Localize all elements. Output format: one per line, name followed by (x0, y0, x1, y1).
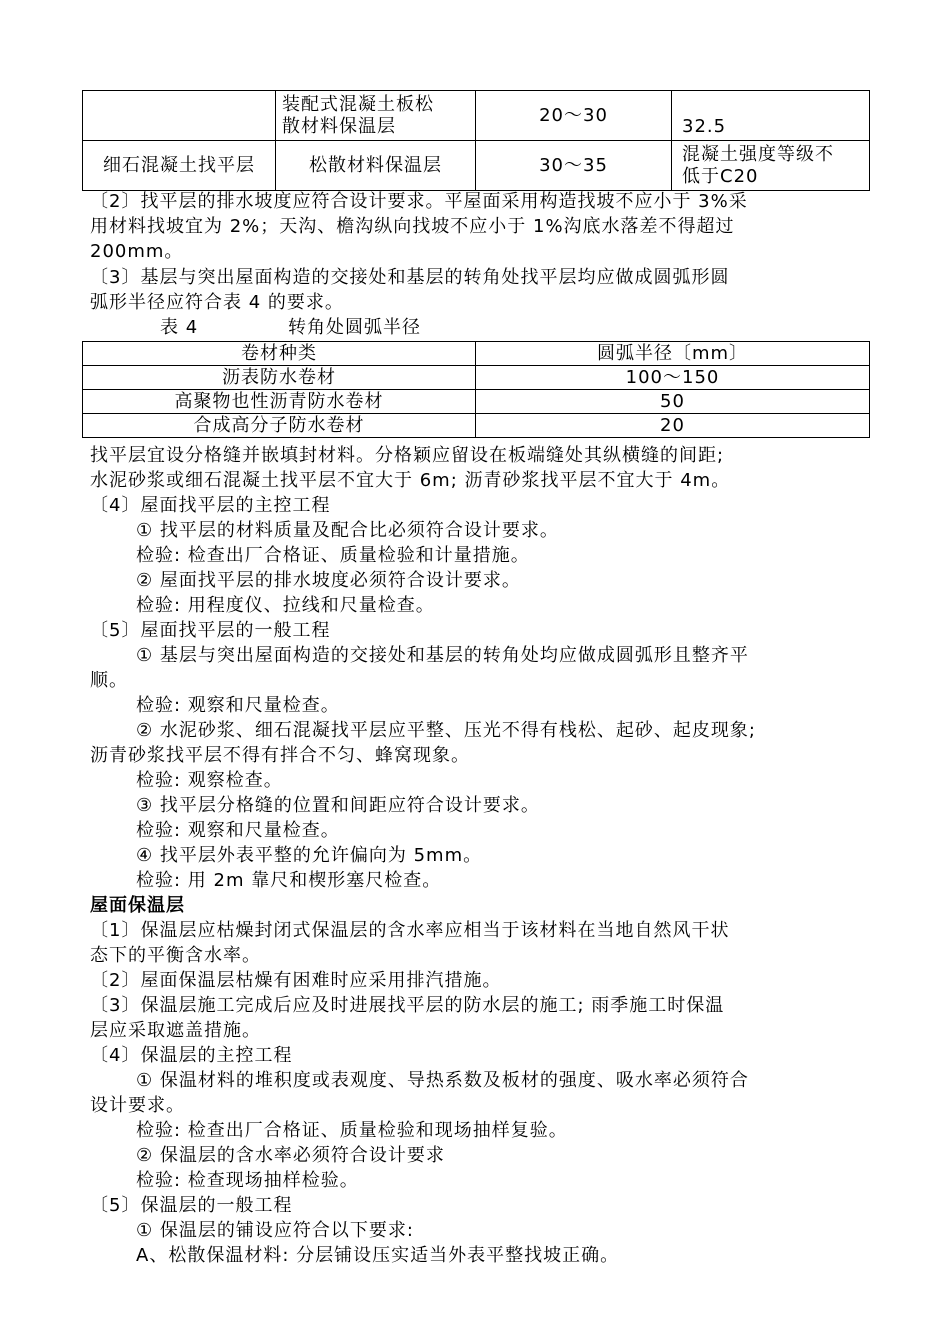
table-cell: 沥表防水卷材 (83, 366, 476, 390)
paragraph-line: 设计要求。 (90, 1095, 185, 1116)
table-row (83, 366, 870, 390)
table-cell: 高聚物也性沥青防水卷材 (83, 390, 476, 414)
paragraph-line: 水泥砂浆或细石混凝土找平层不宜大于 6m; 沥青砂浆找平层不宜大于 4m。 (90, 470, 731, 491)
paragraph-line: 〔3〕基层与突出屋面构造的交接处和基层的转角处找平层均应做成圆弧形圆 (90, 267, 730, 288)
cell-line: 装配式混凝土板松 (282, 93, 434, 115)
table-row (83, 141, 870, 191)
section-title: 〔5〕屋面找平层的一般工程 (90, 620, 331, 641)
table-row (83, 91, 870, 141)
table-cell: 50 (476, 390, 870, 414)
cell-line: 混凝土强度等级不 (682, 143, 834, 165)
paragraph-line: 检验: 检查出厂合格证、质量检验和现场抽样复验。 (136, 1120, 568, 1141)
paragraph-line: ④ 找平层外表平整的允许偏向为 5mm。 (136, 845, 483, 866)
table-caption-number: 表 4 (160, 317, 199, 338)
paragraph-line: ① 保温层的铺设应符合以下要求: (136, 1220, 414, 1241)
paragraph-line: 检验: 检查出厂合格证、质量检验和计量措施。 (136, 545, 530, 566)
paragraph-line: A、松散保温材料: 分层铺设压实适当外表平整找坡正确。 (136, 1245, 620, 1266)
paragraph-line: 检验: 用程度仪、拉线和尺量检查。 (136, 595, 435, 616)
paragraph-line: ② 保温层的含水率必须符合设计要求 (136, 1145, 445, 1166)
paragraph-line: 态下的平衡含水率。 (90, 945, 261, 966)
paragraph-line: 检验: 用 2m 靠尺和楔形塞尺检查。 (136, 870, 442, 891)
paragraph-line: 〔2〕屋面保温层枯燥有困难时应采用排汽措施。 (90, 970, 502, 991)
paragraph-line: ② 水泥砂浆、细石混凝找平层应平整、压光不得有栈松、起砂、起皮现象; (136, 720, 756, 741)
table-header-row (83, 342, 870, 366)
corner-radius-table (82, 341, 870, 438)
paragraph-line: ③ 找平层分格缝的位置和间距应符合设计要求。 (136, 795, 540, 816)
table-cell: 20 (476, 414, 870, 438)
table-cell: 100～150 (476, 366, 870, 390)
paragraph-line: ① 基层与突出屋面构造的交接处和基层的转角处均应做成圆弧形且整齐平 (136, 645, 749, 666)
paragraph-line: ① 保温材料的堆积度或表观度、导热系数及板材的强度、吸水率必须符合 (136, 1070, 749, 1091)
paragraph-line: 弧形半径应符合表 4 的要求。 (90, 292, 344, 313)
table-caption-title: 转角处圆弧半径 (288, 317, 421, 338)
table-cell: 细石混凝土找平层 (83, 141, 276, 191)
column-header: 卷材种类 (83, 342, 476, 366)
table-row (83, 390, 870, 414)
paragraph-line: 沥青砂浆找平层不得有拌合不匀、蜂窝现象。 (90, 745, 470, 766)
paragraph-line: 检验: 检查现场抽样检验。 (136, 1170, 359, 1191)
table-row (83, 414, 870, 438)
paragraph-line: 找平层宜设分格缝并嵌填封材料。分格颖应留设在板端缝处其纵横缝的间距; (90, 445, 725, 466)
paragraph-line: 用材料找坡宜为 2%；天沟、檐沟纵向找坡不应小于 1%沟底水落差不得超过 (90, 216, 735, 237)
paragraph-line: ① 找平层的材料质量及配合比必须符合设计要求。 (136, 520, 559, 541)
table-cell: 松散材料保温层 (276, 141, 476, 191)
table-cell (83, 91, 276, 141)
table-cell: 30～35 (476, 141, 672, 191)
paragraph-line: 检验: 观察和尺量检查。 (136, 695, 340, 716)
paragraph-line: 层应采取遮盖措施。 (90, 1020, 261, 1041)
paragraph-line: 〔3〕保温层施工完成后应及时进展找平层的防水层的施工; 雨季施工时保温 (90, 995, 725, 1016)
table-cell: 20～30 (476, 91, 672, 141)
cell-line: 低于C20 (682, 165, 759, 187)
table-cell (276, 91, 476, 141)
section-title: 〔4〕保温层的主控工程 (90, 1045, 293, 1066)
section-title: 〔4〕屋面找平层的主控工程 (90, 495, 331, 516)
section-heading: 屋面保温层 (90, 895, 185, 916)
cell-line: 散材料保温层 (282, 115, 396, 137)
insulation-leveling-table (82, 90, 870, 191)
paragraph-line: 〔1〕保温层应枯燥封闭式保温层的含水率应相当于该材料在当地自然风干状 (90, 920, 730, 941)
paragraph-line: 〔2〕找平层的排水坡度应符合设计要求。平屋面采用构造找坡不应小于 3%采 (90, 191, 748, 212)
table-cell (672, 141, 870, 191)
paragraph-line: 检验: 观察和尺量检查。 (136, 820, 340, 841)
paragraph-line: 检验: 观察检查。 (136, 770, 283, 791)
paragraph-line: 顺。 (90, 670, 128, 691)
section-title: 〔5〕保温层的一般工程 (90, 1195, 293, 1216)
table-cell: 32.5 (672, 91, 870, 141)
table-cell: 合成高分子防水卷材 (83, 414, 476, 438)
paragraph-line: 200mm。 (90, 241, 184, 262)
paragraph-line: ② 屋面找平层的排水坡度必须符合设计要求。 (136, 570, 521, 591)
column-header: 圆弧半径〔mm〕 (476, 342, 870, 366)
